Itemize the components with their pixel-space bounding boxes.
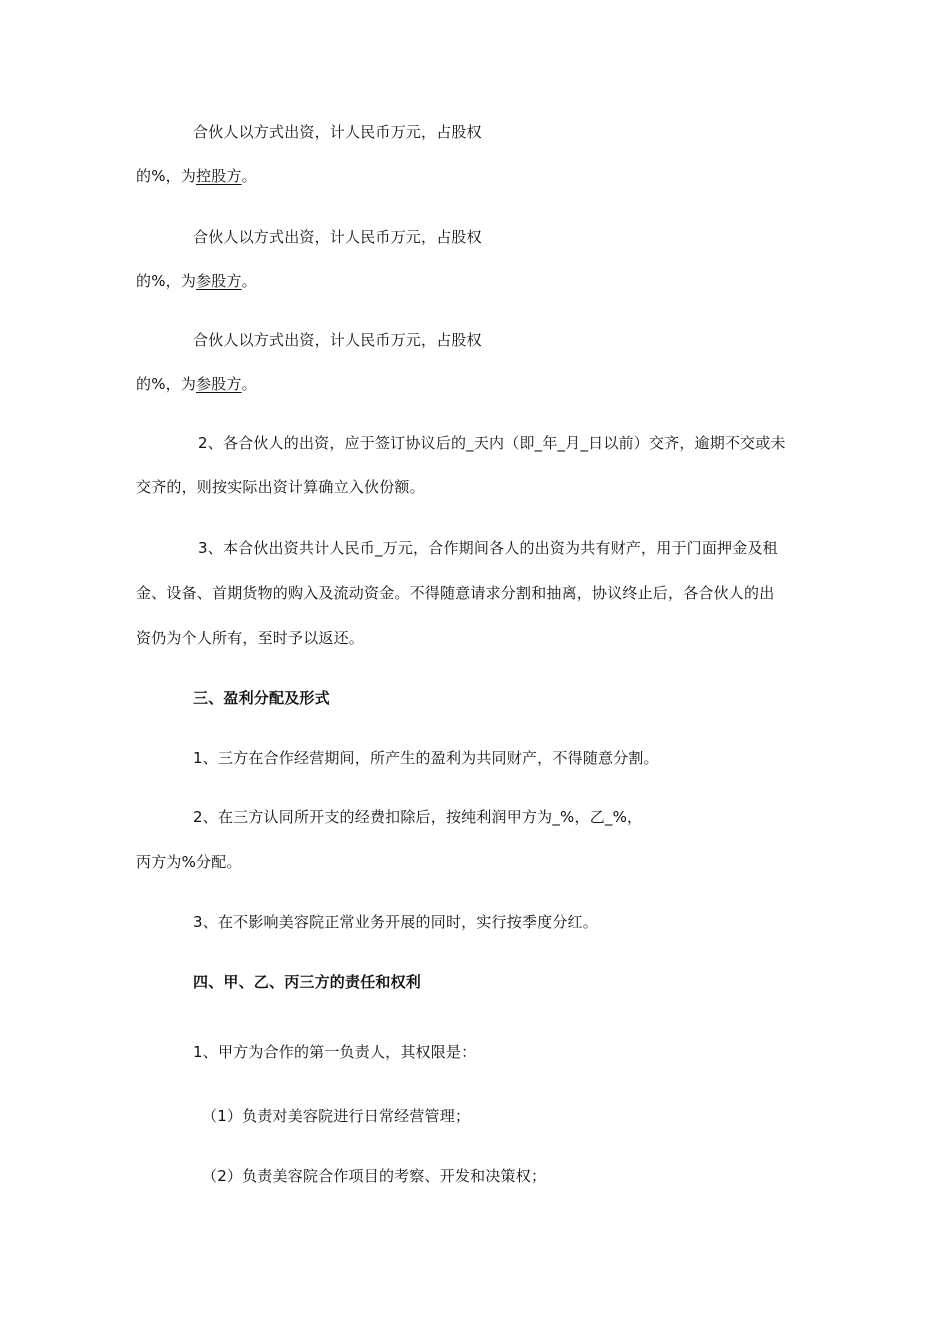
section-4-item-1-sub-1: （1）负责对美容院进行日常经营管理； <box>202 1107 471 1125</box>
minority-party-term: 参股方 <box>196 375 242 393</box>
partner-3-line-1: 合伙人以方式出资，计人民币万元，占股权 <box>193 331 482 349</box>
partner-1-line-2: 的%，为控股方。 <box>136 167 257 185</box>
section-3-item-2-line-2: 丙方为%分配。 <box>136 853 242 871</box>
partner-1-line-1: 合伙人以方式出资，计人民币万元，占股权 <box>193 123 482 141</box>
section-4-item-1-sub-2: （2）负责美容院合作项目的考察、开发和决策权； <box>202 1167 547 1185</box>
clause-3-line-2: 金、设备、首期货物的购入及流动资金。不得随意请求分割和抽离，协议终止后，各合伙人的出 <box>136 584 775 602</box>
section-3-item-3: 3、在不影响美容院正常业务开展的同时，实行按季度分红。 <box>193 913 598 931</box>
minority-party-term: 参股方 <box>196 272 242 290</box>
controlling-party-term: 控股方 <box>196 167 242 185</box>
clause-3-line-1: 3、本合伙出资共计人民币_万元，合作期间各人的出资为共有财产，用于门面押金及租 <box>198 539 778 557</box>
partner-3-line-2: 的%，为参股方。 <box>136 375 257 393</box>
section-3-heading: 三、盈利分配及形式 <box>193 689 330 707</box>
section-4-item-1: 1、甲方为合作的第一负责人，其权限是： <box>193 1043 477 1061</box>
section-3-item-2-line-1: 2、在三方认同所开支的经费扣除后，按纯利润甲方为_%，乙_%， <box>193 808 643 826</box>
clause-2-line-1: 2、各合伙人的出资，应于签订协议后的_天内（即_年_月_日以前）交齐，逾期不交或未 <box>198 434 786 452</box>
clause-2-line-2: 交齐的，则按实际出资计算确立入伙份额。 <box>136 478 425 496</box>
clause-3-line-3: 资仍为个人所有，至时予以返还。 <box>136 629 365 647</box>
partner-2-line-2: 的%，为参股方。 <box>136 272 257 290</box>
section-3-item-1: 1、三方在合作经营期间，所产生的盈利为共同财产，不得随意分割。 <box>193 749 659 767</box>
partner-2-line-1: 合伙人以方式出资，计人民币万元，占股权 <box>193 228 482 246</box>
section-4-heading: 四、甲、乙、丙三方的责任和权利 <box>193 973 422 991</box>
